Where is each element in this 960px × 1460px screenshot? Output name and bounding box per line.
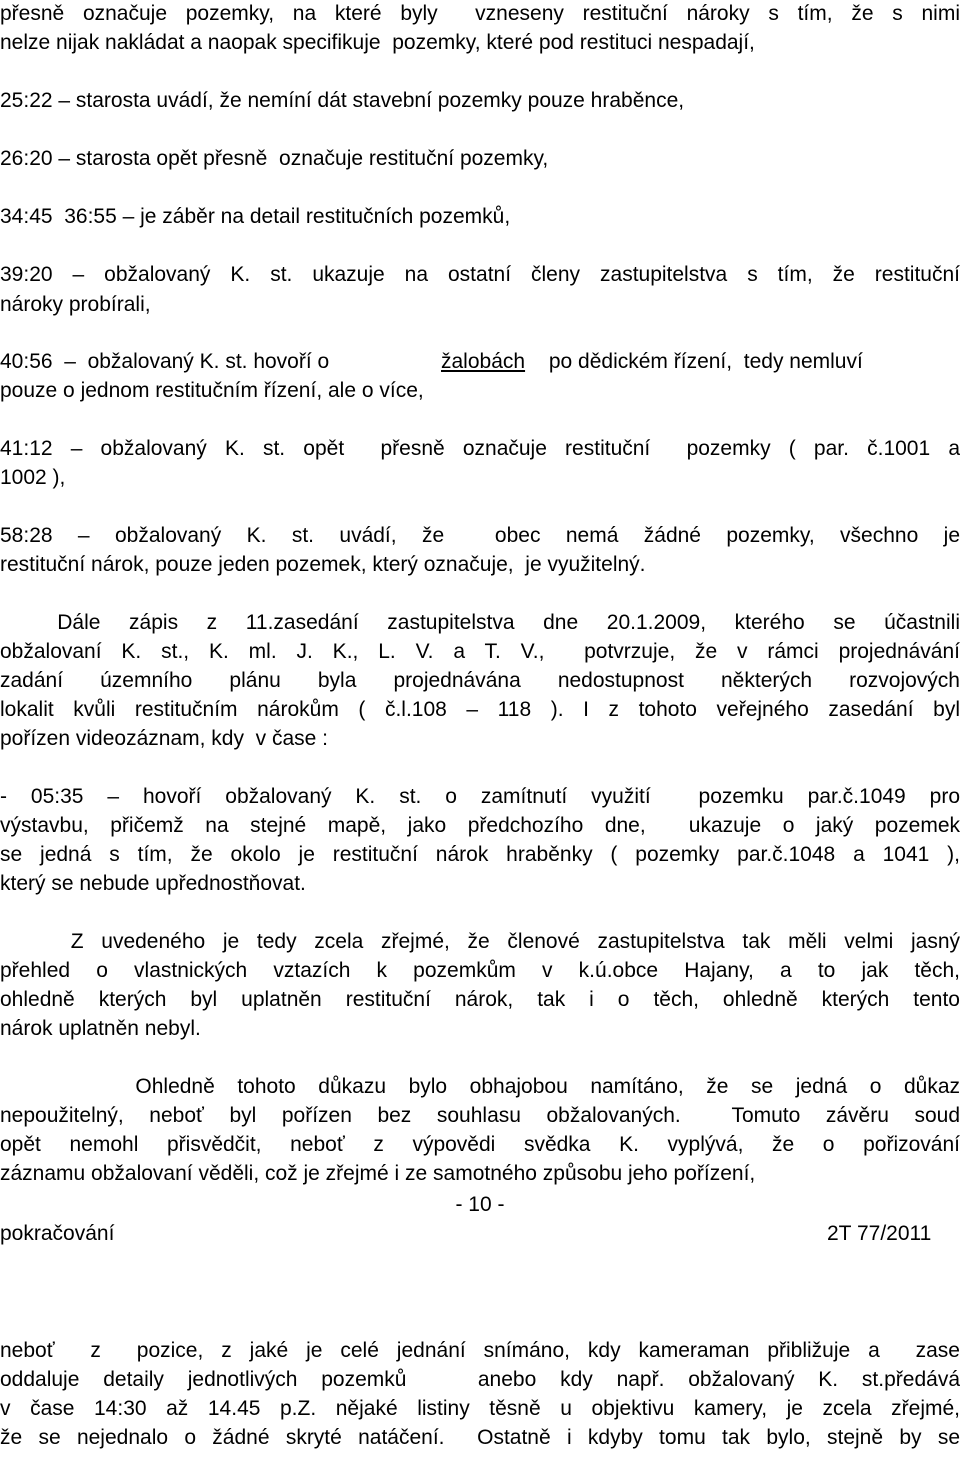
text-line: že se nejednalo o žádné skryté natáčení. Ostatně i kdyby tomu tak bylo, stejně by se bbox=[0, 1426, 960, 1449]
text-line: nárok uplatněn nebyl. bbox=[0, 1017, 201, 1040]
text-line: nepoužitelný, neboť byl pořízen bez souhlasu obžalovaných. Tomuto závěru soud bbox=[0, 1104, 960, 1127]
text-line: 26:20 – starosta opět přesně označuje restituční pozemky, bbox=[0, 147, 549, 170]
footer-continuation: pokračování bbox=[0, 1222, 115, 1245]
text-line: se jedná s tím, že okolo je restituční nárok hraběnky ( pozemky par.č.1048 a 1041 ), bbox=[0, 843, 960, 866]
text-line: obžalovaní K. st., K. ml. J. K., L. V. a T. V., potvrzuje, že v rámci projednávání bbox=[0, 640, 960, 663]
text-line: nároky probírali, bbox=[0, 293, 151, 316]
text-line: neboť z pozice, z jaké je celé jednání snímáno, kdy kameraman přibližuje a zase bbox=[0, 1339, 960, 1362]
text-line: pouze o jednom restitučním řízení, ale o více, bbox=[0, 379, 424, 402]
text-line: který se nebude upřednostňovat. bbox=[0, 872, 306, 895]
text-line: Dále zápis z 11.zasedání zastupitelstva dne 20.1.2009, kterého se účastnili bbox=[0, 611, 960, 634]
text-line: 1002 ), bbox=[0, 466, 66, 489]
text-line: opět nemohl přisvědčit, neboť z výpovědi svědka K. vyplývá, že o pořizování bbox=[0, 1133, 960, 1156]
text-line: záznamu obžalovaní věděli, což je zřejmé i ze samotného způsobu jeho pořízení, bbox=[0, 1162, 756, 1185]
text-line: 39:20 – obžalovaný K. st. ukazuje na ostatní členy zastupitelstva s tím, že restituční bbox=[0, 263, 960, 286]
text-line: v čase 14:30 až 14.45 p.Z. nějaké listiny těsně u objektivu kamery, je zcela zřejmé, bbox=[0, 1397, 960, 1420]
text-line: nelze nijak nakládat a naopak specifikuje pozemky, které pod restituci nespadají, bbox=[0, 31, 755, 54]
text-line: ohledně kterých byl uplatněn restituční nárok, tak i o těch, ohledně kterých tento bbox=[0, 988, 960, 1011]
text-fragment: po dědickém řízení, tedy nemluví bbox=[543, 350, 863, 373]
text-line: výstavbu, přičemž na stejné mapě, jako předchozího dne, ukazuje o jaký pozemek bbox=[0, 814, 960, 837]
underlined-word: žalobách bbox=[441, 350, 526, 373]
text-line: Ohledně tohoto důkazu bylo obhajobou namítáno, že se jedná o důkaz bbox=[0, 1075, 960, 1098]
text-line: Z uvedeného je tedy zcela zřejmé, že členové zastupitelstva tak měli velmi jasný bbox=[0, 930, 960, 953]
text-line: - 05:35 – hovoří obžalovaný K. st. o zamítnutí využití pozemku par.č.1049 pro bbox=[0, 785, 960, 808]
text-line: oddaluje detaily jednotlivých pozemků anebo kdy např. obžalovaný K. st.předává bbox=[0, 1368, 960, 1391]
text-line: 41:12 – obžalovaný K. st. opět přesně označuje restituční pozemky ( par. č.1001 a bbox=[0, 437, 960, 460]
text-line: zadání územního plánu byla projednávána nedostupnost některých rozvojových bbox=[0, 669, 960, 692]
page-number: - 10 - bbox=[455, 1193, 505, 1216]
text-line: lokalit kvůli restitučním nárokům ( č.l.108 – 118 ). I z tohoto veřejného zasedání byl bbox=[0, 698, 960, 721]
text-line: restituční nárok, pouze jeden pozemek, který označuje, je využitelný. bbox=[0, 553, 646, 576]
text-line: 58:28 – obžalovaný K. st. uvádí, že obec nemá žádné pozemky, všechno je bbox=[0, 524, 960, 547]
text-line: přesně označuje pozemky, na které byly vzneseny restituční nároky s tím, že s nimi bbox=[0, 2, 960, 25]
page-footer bbox=[0, 1222, 960, 1318]
text-line: 34:45 36:55 – je záběr na detail restitučních pozemků, bbox=[0, 205, 511, 228]
case-number: 2T 77/2011 bbox=[827, 1222, 932, 1245]
text-fragment: 40:56 – obžalovaný K. st. hovoří o bbox=[0, 350, 336, 373]
text-line: 25:22 – starosta uvádí, že nemíní dát stavební pozemky pouze hraběnce, bbox=[0, 89, 685, 112]
text-line: pořízen videozáznam, kdy v čase : bbox=[0, 727, 328, 750]
text-line: přehled o vlastnických vztazích k pozemkům v k.ú.obce Hajany, a to jak těch, bbox=[0, 959, 960, 982]
